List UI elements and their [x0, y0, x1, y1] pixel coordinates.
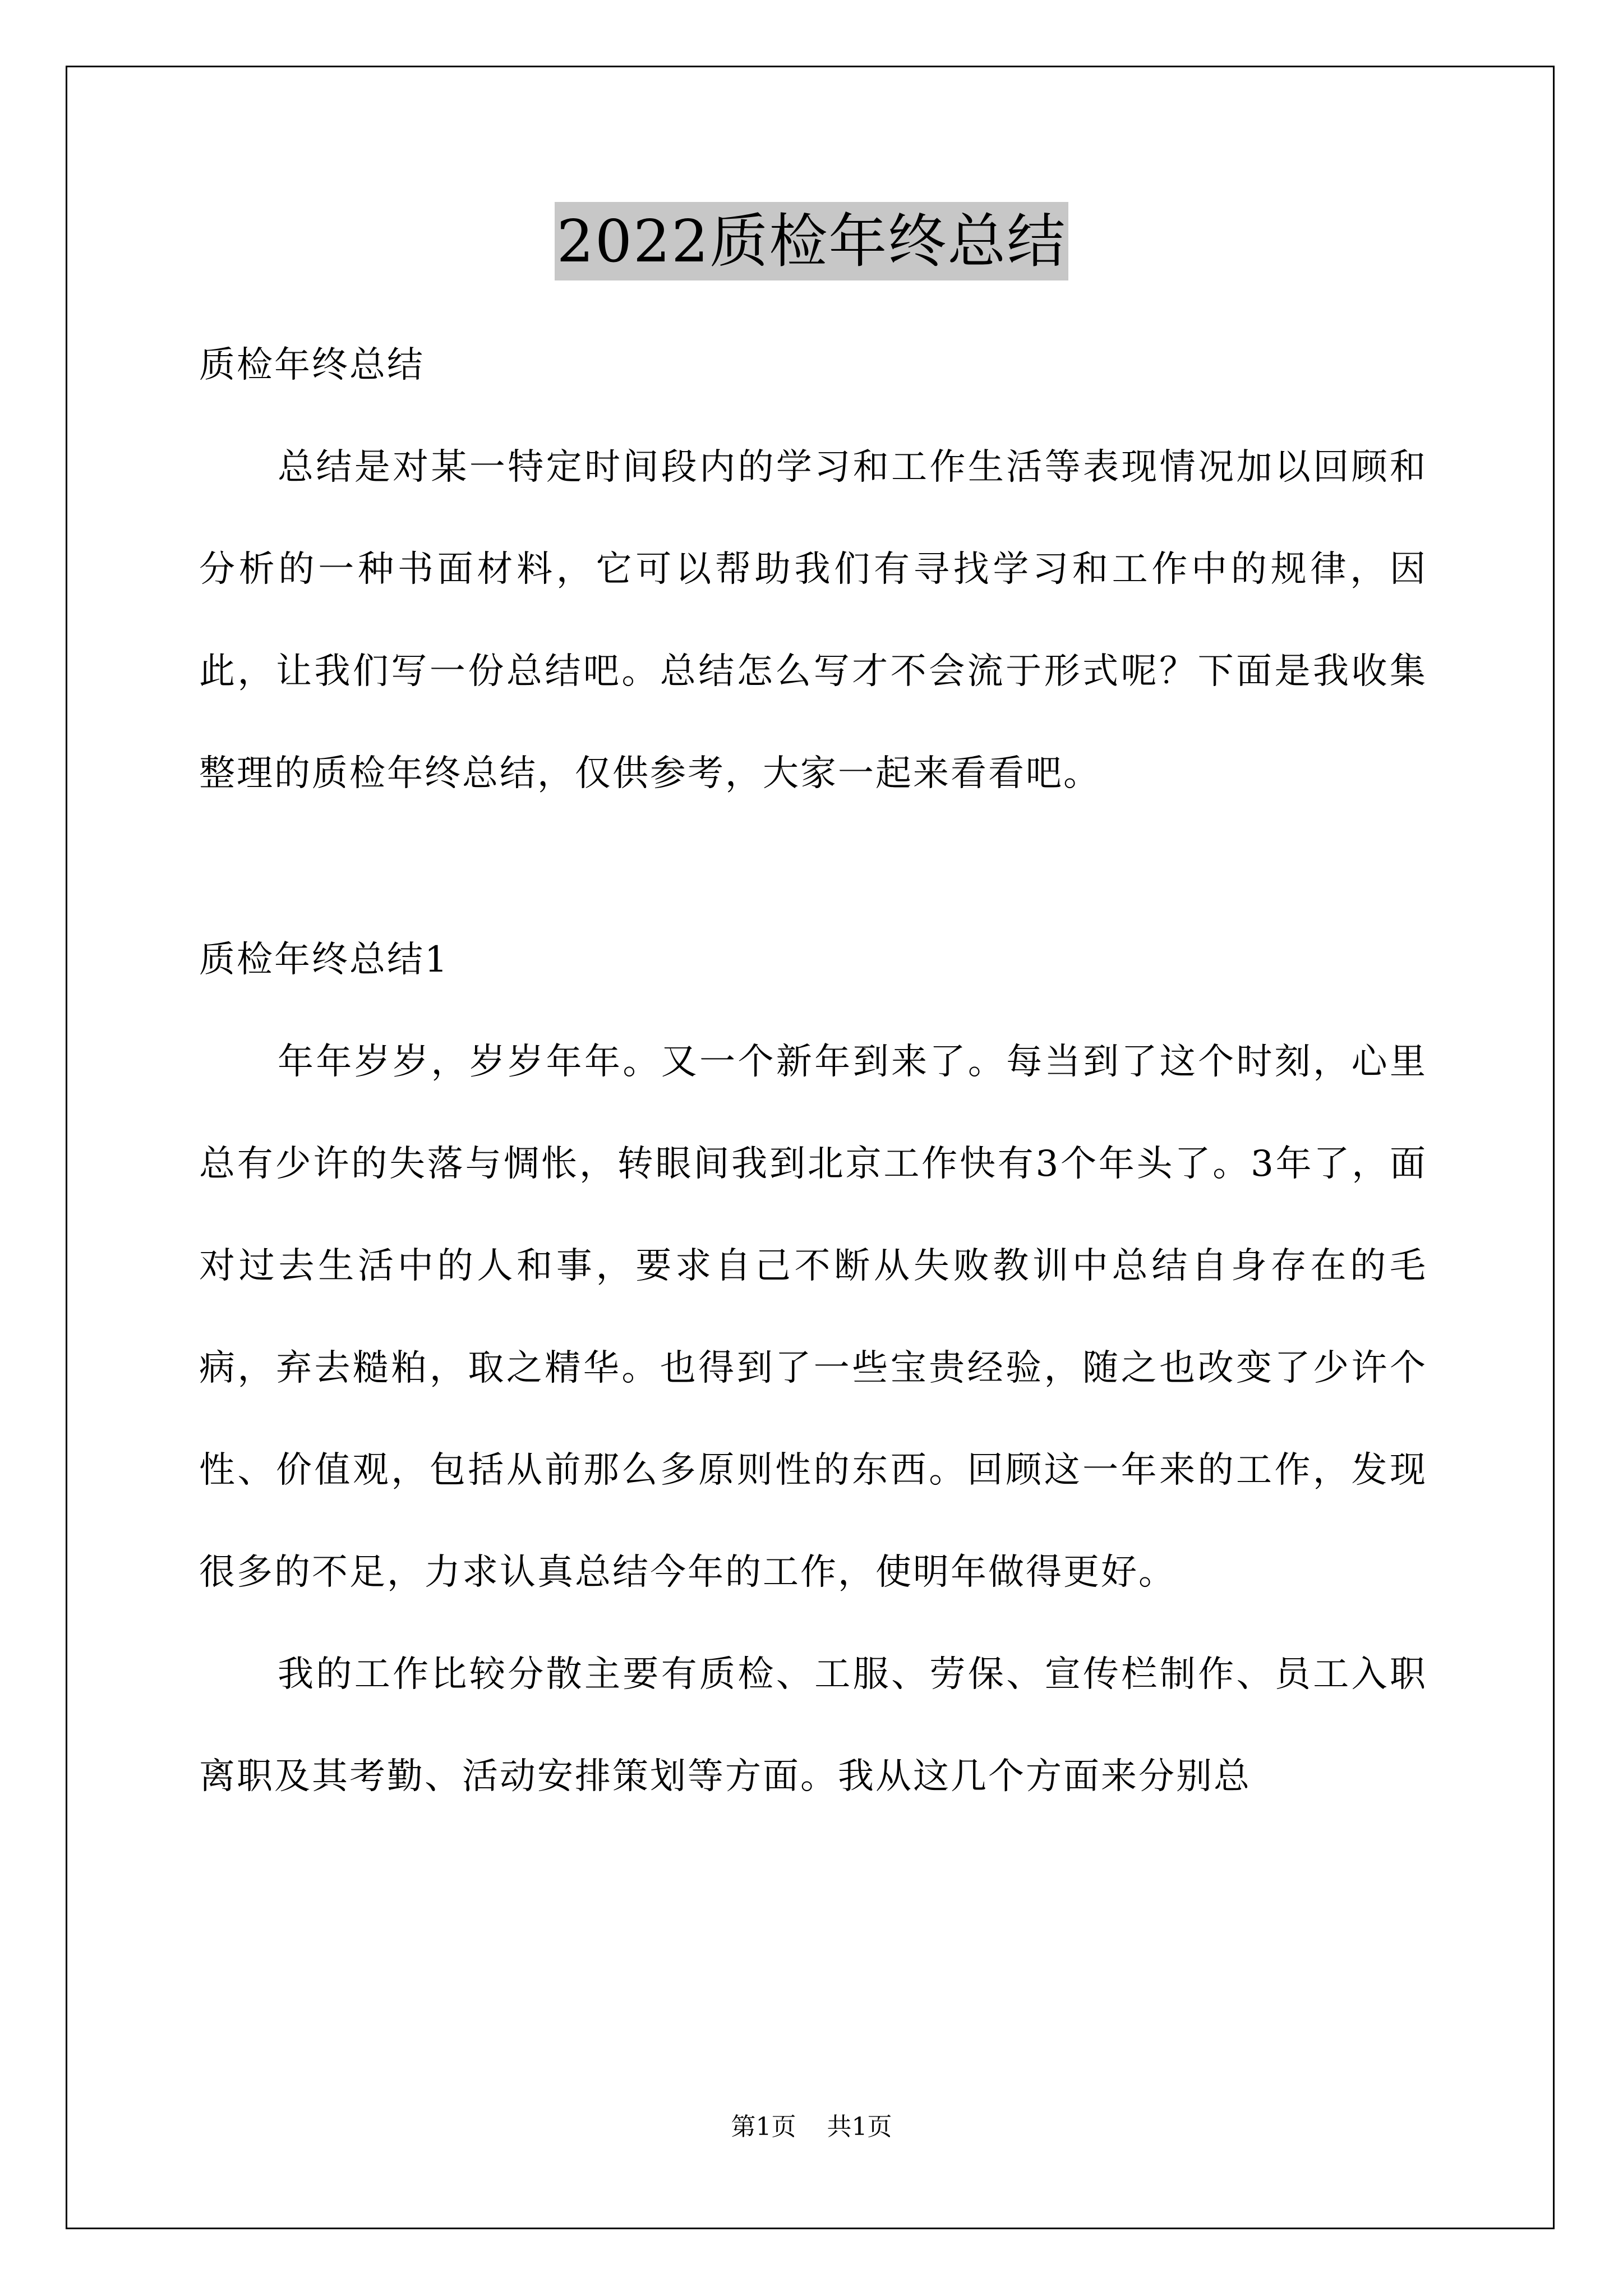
title-container [0, 202, 1623, 280]
section-heading: 质检年终总结1 [199, 939, 449, 981]
intro-paragraph: 总结是对某一特定时间段内的学习和工作生活等表现情况加以回顾和分析的一种书面材料，它可以帮助我们有寻找学习和工作中的规律，因此，让我们写一份总结吧。总结怎么写才不会流于形式呢？下面是我收集整理的质检年终总结，仅供参考，大家一起来看看吧。 [199, 447, 1427, 794]
subtitle: 质检年终总结 [199, 344, 425, 386]
document-title: 2022质检年终总结 [555, 202, 1069, 280]
body-paragraph: 年年岁岁，岁岁年年。又一个新年到来了。每当到了这个时刻，心里总有少许的失落与惆怅，转眼间我到北京工作快有3个年头了。3年了，面对过去生活中的人和事，要求自己不断从失败教训中总结自身存在的毛病，弃去糙粕，取之精华。也得到了一些宝贵经验，随之也改变了少许个性、价值观，包括从前那么多原则性的东西。回顾这一年来的工作，发现很多的不足，力求认真总结今年的工作，使明年做得更好。 [199, 1041, 1427, 1593]
page-number: 第1页 [731, 2113, 796, 2141]
body-paragraph: 我的工作比较分散主要有质检、工服、劳保、宣传栏制作、员工入职离职及其考勤、活动安排策划等方面。我从这几个方面来分别总 [199, 1654, 1427, 1797]
page-footer [0, 2110, 1623, 2144]
page-count: 共1页 [827, 2113, 892, 2141]
document-body [199, 314, 1427, 1828]
